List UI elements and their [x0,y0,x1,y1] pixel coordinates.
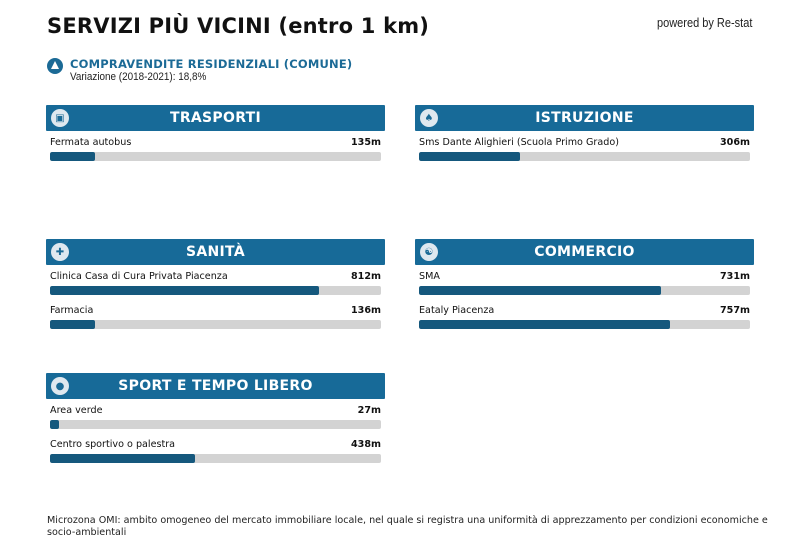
distance-bar-fill [419,286,661,295]
distance-bar [50,420,381,429]
section-title: TRASPORTI [169,110,262,126]
service-distance: 812m [350,271,381,282]
distance-bar-fill [50,320,95,329]
list-item [415,265,754,299]
section-sport [46,373,385,467]
service-distance: 306m [719,137,750,148]
section-header [415,105,754,131]
powered-by-label: powered by Re-stat [656,16,752,30]
distance-bar [419,320,750,329]
stat-subtitle: Variazione (2018-2021): 18,8% [70,71,207,83]
stat-title: COMPRAVENDITE RESIDENZIALI (COMUNE) [70,57,353,71]
school-icon: ♠ [420,109,438,127]
list-item [46,399,385,433]
list-item [46,433,385,467]
distance-bar [50,152,381,161]
footnote: Microzona OMI: ambito omogeneo del mercato immobiliare locale, nel quale si registra una uniformità di apprezzamento per condizioni economiche e socio-ambientali [47,515,768,538]
list-item [415,299,754,333]
section-header [46,105,385,131]
list-item [415,131,754,165]
section-title: ISTRUZIONE [535,110,634,126]
service-distance: 135m [350,137,381,148]
section-title: COMMERCIO [534,244,635,260]
service-name: Sms Dante Alighieri (Scuola Primo Grado) [419,137,619,148]
service-name: Centro sportivo o palestra [50,439,176,450]
service-name: Eataly Piacenza [419,305,495,316]
section-sanita [46,239,385,333]
service-name: Area verde [50,405,103,416]
cart-icon: ☯ [420,243,438,261]
service-distance: 731m [719,271,750,282]
section-trasporti [46,105,385,165]
distance-bar [419,286,750,295]
distance-bar [50,286,381,295]
distance-bar [419,152,750,161]
service-distance: 757m [719,305,750,316]
section-header [46,373,385,399]
distance-bar-fill [50,286,319,295]
tennis-icon: ● [51,377,69,395]
distance-bar [50,454,381,463]
list-item [46,131,385,165]
service-distance: 27m [357,405,381,416]
list-item [46,265,385,299]
section-title: SPORT E TEMPO LIBERO [118,378,313,394]
health-icon: ✚ [51,243,69,261]
service-distance: 438m [350,439,381,450]
service-name: Farmacia [50,305,94,316]
list-item [46,299,385,333]
service-name: Clinica Casa di Cura Privata Piacenza [50,271,228,282]
service-name: Fermata autobus [50,137,132,148]
service-distance: 136m [350,305,381,316]
section-header [415,239,754,265]
section-title: SANITÀ [186,244,245,260]
distance-bar-fill [50,152,95,161]
page-title: SERVIZI PIÙ VICINI (entro 1 km) [47,14,430,38]
section-header [46,239,385,265]
bus-icon: ▣ [51,109,69,127]
distance-bar-fill [419,320,670,329]
distance-bar [50,320,381,329]
triangle-icon [47,58,63,74]
distance-bar-fill [50,454,195,463]
section-istruzione [415,105,754,165]
section-commercio [415,239,754,333]
service-name: SMA [419,271,440,282]
distance-bar-fill [50,420,59,429]
distance-bar-fill [419,152,520,161]
